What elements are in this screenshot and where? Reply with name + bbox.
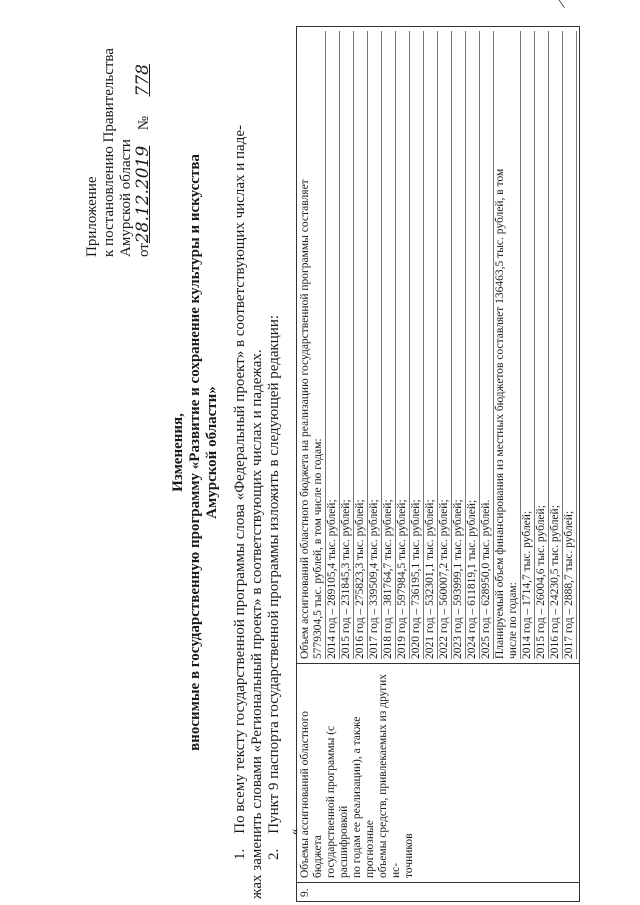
year-amount-line: 2017 год – 2888,7 тыс. рублей; bbox=[563, 31, 577, 659]
year-amount-line: 2016 год – 24230,5 тыс. рублей; bbox=[549, 31, 563, 659]
paragraph-2 bbox=[266, 315, 283, 860]
paragraph-2-number: 2. bbox=[266, 848, 282, 860]
year-amount-line: 2022 год – 560007,2 тыс. рублей; bbox=[438, 31, 452, 659]
table-row bbox=[297, 27, 580, 902]
year-amount-line: 2016 год – 275823,3 тыс. рублей; bbox=[354, 31, 368, 659]
handwritten-date: 28.12.2019 bbox=[133, 145, 153, 244]
year-amount-line: 2024 год – 611819,1 тыс. рублей; bbox=[466, 31, 480, 659]
appendix-date-line bbox=[135, 48, 153, 257]
regional-intro-line: 5779304,5 тыс. рублей, в том числе по годам: bbox=[312, 31, 326, 659]
year-amount-line: 2025 год – 628950,0 тыс. рублей. bbox=[480, 31, 494, 659]
scan-mark bbox=[556, 0, 565, 8]
paragraph-1-number: 1. bbox=[232, 848, 248, 860]
year-amount-line: 2019 год – 597984,5 тыс. рублей; bbox=[396, 31, 410, 659]
paragraph-1-text: По всему тексту государственной программы слова «Федеральный проект» в соответствующих числах и паде- bbox=[232, 125, 248, 834]
date-prefix: от bbox=[136, 243, 152, 257]
regional-intro-line: Объем ассигнований областного бюджета на реализацию государственной программы составляет bbox=[299, 179, 311, 659]
label-line: объемы средств, привлекаемых из других ис- bbox=[377, 673, 402, 878]
row-number: 9. bbox=[297, 883, 580, 902]
year-amount-line: 2018 год – 381764,7 тыс. рублей; bbox=[382, 31, 396, 659]
label-line: по годам ее реализации), а также прогнозные bbox=[351, 716, 376, 878]
year-amount-line: 2015 год – 231845,3 тыс. рублей; bbox=[340, 31, 354, 659]
label-line: государственной программы (с расшифровкой bbox=[325, 725, 350, 878]
local-intro-line: числе по годам: bbox=[507, 31, 521, 659]
passport-table bbox=[296, 26, 580, 902]
title-line-1: Изменения, bbox=[170, 413, 186, 492]
year-amount-line: 2014 год – 289105,4 тыс. рублей; bbox=[326, 31, 340, 659]
paragraph-2-text: Пункт 9 паспорта государственной программы изложить в следующей редакции: bbox=[266, 314, 282, 834]
year-amount-line: 2020 год – 736195,1 тыс. рублей; bbox=[410, 31, 424, 659]
year-amount-line: 2017 год – 339509,4 тыс. рублей; bbox=[368, 31, 382, 659]
title-line-3: Амурской области» bbox=[204, 386, 220, 519]
local-intro-line: Планируемый объем финансирования из местных бюджетов составляет 136463,5 тыс. рублей, в том bbox=[494, 168, 506, 659]
year-amount-line: 2015 год – 26004,6 тыс. рублей; bbox=[535, 31, 549, 659]
number-prefix: № bbox=[136, 115, 152, 131]
handwritten-number: 778 bbox=[133, 64, 153, 97]
appendix-line-2: к постановлению Правительства bbox=[101, 48, 117, 257]
row-label bbox=[297, 664, 580, 883]
paragraph-1-line-1 bbox=[232, 125, 249, 860]
appendix-line-3: Амурской области bbox=[118, 139, 134, 257]
row-content bbox=[297, 27, 580, 664]
paragraph-1-line-2: жах заменить словами «Региональный проект» в соответствующих числах и падежах. bbox=[249, 349, 265, 899]
appendix-line-1: Приложение bbox=[84, 176, 100, 257]
title-line-2: вносимые в государственную программу «Развитие и сохранение культуры и искусства bbox=[187, 154, 203, 751]
label-line: точников bbox=[403, 833, 415, 878]
appendix-block bbox=[84, 48, 153, 257]
year-amount-line: 2023 год – 593999,1 тыс. рублей; bbox=[452, 31, 466, 659]
opening-quote: « bbox=[286, 828, 301, 835]
label-line: Объемы ассигнований областного бюджета bbox=[299, 711, 324, 878]
year-amount-line: 2021 год – 532301,1 тыс. рублей; bbox=[424, 31, 438, 659]
year-amount-line: 2014 год – 1714,7 тыс. рублей; bbox=[521, 31, 535, 659]
